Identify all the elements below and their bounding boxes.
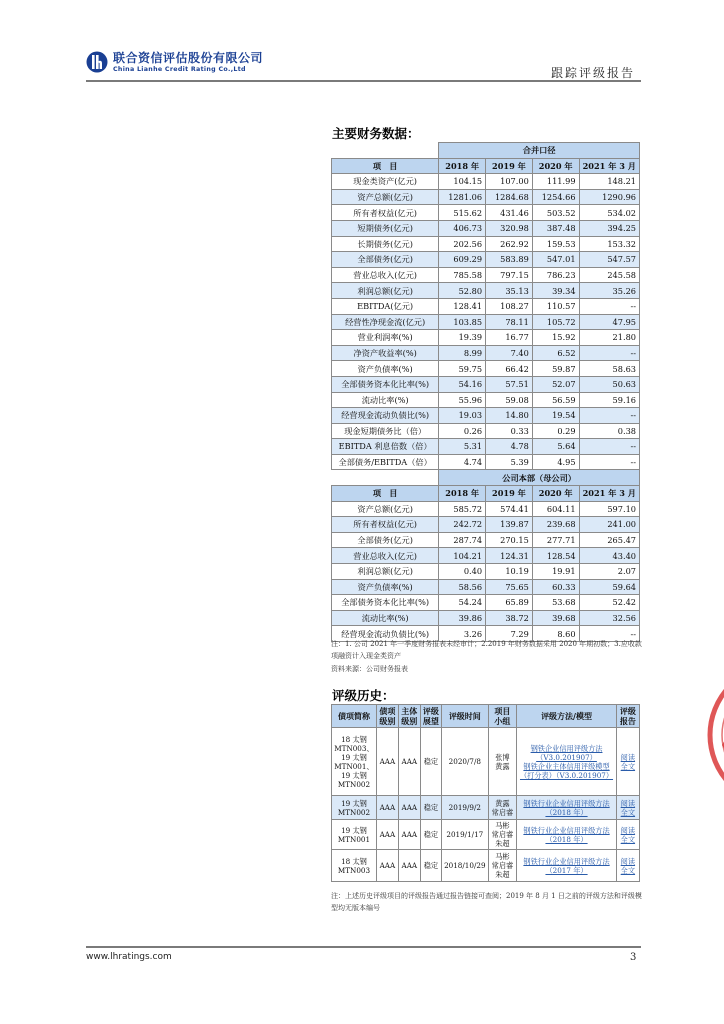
- cell-value: 5.64: [532, 439, 579, 455]
- read-report-link[interactable]: 阅读全文: [616, 796, 639, 820]
- cell-value: 0.29: [532, 423, 579, 439]
- column-header: 评级展望: [420, 705, 441, 728]
- rating-method-cell: [517, 728, 616, 796]
- cell-value: 265.47: [579, 532, 639, 548]
- table-row: [332, 408, 640, 424]
- report-type: 跟踪评级报告: [550, 66, 635, 80]
- column-header: 2018 年: [439, 158, 486, 174]
- footer-divider: [86, 946, 641, 948]
- cell-value: 7.29: [486, 626, 533, 642]
- row-label: 全部债务资本化比率(%): [332, 376, 439, 392]
- cell-value: 19.91: [532, 564, 579, 580]
- debt-rating: AAA: [376, 728, 398, 796]
- cell-value: --: [579, 439, 639, 455]
- table-row: [332, 595, 640, 611]
- cell-value: 19.54: [532, 408, 579, 424]
- cell-value: 4.74: [439, 454, 486, 470]
- cell-value: --: [579, 345, 639, 361]
- cell-value: 128.41: [439, 298, 486, 314]
- cell-value: 16.77: [486, 330, 533, 346]
- cell-value: 19.39: [439, 330, 486, 346]
- cell-value: 241.00: [579, 517, 639, 533]
- cell-value: 53.68: [532, 595, 579, 611]
- cell-value: 59.64: [579, 579, 639, 595]
- rating-history-table: [331, 704, 640, 882]
- table-row: [332, 345, 640, 361]
- rating-history-title: 评级历史：: [332, 688, 395, 703]
- row-label: 营业总收入(亿元): [332, 548, 439, 564]
- table-row: [332, 579, 640, 595]
- cell-value: 59.16: [579, 392, 639, 408]
- cell-value: 245.58: [579, 267, 639, 283]
- column-header: 2021 年 3 月: [579, 486, 639, 502]
- table-row: [332, 501, 640, 517]
- cell-value: 58.63: [579, 361, 639, 377]
- row-label: 资产总额(亿元): [332, 189, 439, 205]
- cell-value: 1281.06: [439, 189, 486, 205]
- cell-value: 55.96: [439, 392, 486, 408]
- column-header: 2020 年: [532, 158, 579, 174]
- cell-value: 108.27: [486, 298, 533, 314]
- cell-value: 242.72: [439, 517, 486, 533]
- rating-row: [332, 796, 640, 820]
- cell-value: 6.52: [532, 345, 579, 361]
- cell-value: 604.11: [532, 501, 579, 517]
- company-logo-icon: [86, 51, 108, 73]
- cell-value: 59.75: [439, 361, 486, 377]
- company-name-cn: 联合资信评估股份有限公司: [113, 51, 264, 65]
- financial-note: 注：1. 公司 2021 年一季度财务报表未经审计；2.2019 年财务数据采用 2020 年期初数；3.应收款项融资计入现金类资产: [331, 640, 642, 660]
- row-label: 所有者权益(亿元): [332, 517, 439, 533]
- cell-value: 4.78: [486, 439, 533, 455]
- rating-row: [332, 820, 640, 850]
- column-header: 评级报告: [616, 705, 639, 728]
- rating-outlook: 稳定: [420, 820, 441, 850]
- cell-value: 104.21: [439, 548, 486, 564]
- table-row: [332, 252, 640, 268]
- cell-value: 0.33: [486, 423, 533, 439]
- column-header: 项目小组: [488, 705, 517, 728]
- cell-value: 1290.96: [579, 189, 639, 205]
- cell-value: 1254.66: [532, 189, 579, 205]
- cell-value: 277.71: [532, 532, 579, 548]
- debt-rating: AAA: [376, 796, 398, 820]
- cell-value: 59.08: [486, 392, 533, 408]
- cell-value: 104.15: [439, 174, 486, 190]
- cell-value: 239.68: [532, 517, 579, 533]
- cell-value: 262.92: [486, 236, 533, 252]
- entity-rating: AAA: [398, 850, 420, 882]
- entity-rating: AAA: [398, 820, 420, 850]
- table-row: [332, 236, 640, 252]
- cell-value: 270.15: [486, 532, 533, 548]
- cell-value: 50.63: [579, 376, 639, 392]
- column-header: 主体级别: [398, 705, 420, 728]
- rating-row: [332, 728, 640, 796]
- cell-value: 39.68: [532, 610, 579, 626]
- entity-rating: AAA: [398, 796, 420, 820]
- cell-value: 5.31: [439, 439, 486, 455]
- cell-value: 583.89: [486, 252, 533, 268]
- column-header: 2019 年: [486, 158, 533, 174]
- cell-value: 110.57: [532, 298, 579, 314]
- row-label: 全部债务(亿元): [332, 532, 439, 548]
- cell-value: 52.42: [579, 595, 639, 611]
- cell-value: 7.40: [486, 345, 533, 361]
- table-row: [332, 314, 640, 330]
- read-report-link[interactable]: 阅读全文: [616, 850, 639, 882]
- cell-value: 406.73: [439, 220, 486, 236]
- table-group-header: [332, 143, 640, 159]
- cell-value: 47.95: [579, 314, 639, 330]
- project-team: 张博 黄露: [488, 728, 517, 796]
- cell-value: 78.11: [486, 314, 533, 330]
- row-label: 现金类资产(亿元): [332, 174, 439, 190]
- table-row: [332, 298, 640, 314]
- debt-name: 19 太钢 MTN002: [332, 796, 377, 820]
- column-header: 2021 年 3 月: [579, 158, 639, 174]
- row-label: 经营性净现金流(亿元): [332, 314, 439, 330]
- cell-value: 148.21: [579, 174, 639, 190]
- table-row: [332, 610, 640, 626]
- cell-value: 0.40: [439, 564, 486, 580]
- cell-value: 1284.68: [486, 189, 533, 205]
- column-header: 2018 年: [439, 486, 486, 502]
- row-label: 全部债务(亿元): [332, 252, 439, 268]
- rating-date: 2018/10/29: [442, 850, 488, 882]
- row-label: 利润总额(亿元): [332, 283, 439, 299]
- table-group-header: [332, 470, 640, 486]
- row-label: EBITDA 利息倍数（倍）: [332, 439, 439, 455]
- entity-rating: AAA: [398, 728, 420, 796]
- row-label: 全部债务/EBITDA（倍）: [332, 454, 439, 470]
- row-label: 营业总收入(亿元): [332, 267, 439, 283]
- rating-method-link[interactable]: 钢铁行业企业信用评级方法（2018 年）: [523, 798, 610, 817]
- cell-value: 394.25: [579, 220, 639, 236]
- cell-value: 786.23: [532, 267, 579, 283]
- group-spacer: [332, 470, 439, 486]
- cell-value: 14.80: [486, 408, 533, 424]
- rating-row: [332, 850, 640, 882]
- cell-value: 54.24: [439, 595, 486, 611]
- cell-value: 202.56: [439, 236, 486, 252]
- cell-value: 515.62: [439, 205, 486, 221]
- row-label: 现金短期债务比（倍）: [332, 423, 439, 439]
- rating-method-link[interactable]: 钢铁行业企业信用评级方法（2018 年）: [523, 825, 610, 844]
- rating-table-headers: [332, 705, 640, 728]
- read-report-link[interactable]: 阅读全文: [616, 820, 639, 850]
- rating-method-cell: [517, 796, 616, 820]
- cell-value: 35.13: [486, 283, 533, 299]
- data-source: 资料来源：公司财务报表: [331, 665, 408, 673]
- debt-name: 18 太钢 MTN003: [332, 850, 377, 882]
- row-label: 短期债务(亿元): [332, 220, 439, 236]
- cell-value: 534.02: [579, 205, 639, 221]
- cell-value: 32.56: [579, 610, 639, 626]
- cell-value: 503.52: [532, 205, 579, 221]
- cell-value: 2.07: [579, 564, 639, 580]
- cell-value: --: [579, 626, 639, 642]
- project-team: 马彬 常启睿 朱超: [488, 820, 517, 850]
- rating-date: 2020/7/8: [442, 728, 488, 796]
- cell-value: 5.39: [486, 454, 533, 470]
- rating-outlook: 稳定: [420, 728, 441, 796]
- table-row: [332, 283, 640, 299]
- row-label: 流动比率(%): [332, 392, 439, 408]
- project-team: 马彬 常启睿 朱超: [488, 850, 517, 882]
- cell-value: 128.54: [532, 548, 579, 564]
- cell-value: 547.57: [579, 252, 639, 268]
- cell-value: 58.56: [439, 579, 486, 595]
- row-label: 长期债务(亿元): [332, 236, 439, 252]
- table-row: [332, 174, 640, 190]
- cell-value: 797.15: [486, 267, 533, 283]
- rating-outlook: 稳定: [420, 850, 441, 882]
- cell-value: 111.99: [532, 174, 579, 190]
- financial-section-title: 主要财务数据：: [332, 126, 420, 141]
- cell-value: 52.80: [439, 283, 486, 299]
- cell-value: --: [579, 408, 639, 424]
- column-header: 评级方法/模型: [517, 705, 616, 728]
- column-header: 评级时间: [442, 705, 488, 728]
- row-label: 经营现金流动负债比(%): [332, 626, 439, 642]
- table-row: [332, 189, 640, 205]
- cell-value: 8.99: [439, 345, 486, 361]
- seal-stamp-icon: [700, 655, 724, 815]
- cell-value: 59.87: [532, 361, 579, 377]
- table-row: [332, 517, 640, 533]
- cell-value: 585.72: [439, 501, 486, 517]
- table-row: [332, 454, 640, 470]
- rating-method-link[interactable]: 钢铁企业信用评级方法（V3.0.201907）: [530, 743, 603, 762]
- table-row: [332, 532, 640, 548]
- table-row: [332, 330, 640, 346]
- group-spacer: [332, 143, 439, 159]
- column-header: 项 目: [332, 158, 439, 174]
- row-label: 资产总额(亿元): [332, 501, 439, 517]
- table-row: [332, 220, 640, 236]
- financial-table: [331, 142, 640, 642]
- row-label: 营业利润率(%): [332, 330, 439, 346]
- header-divider: [86, 80, 641, 82]
- read-report-link[interactable]: 阅读全文: [616, 728, 639, 796]
- page-number: 3: [630, 952, 637, 963]
- footer-website: www.lhratings.com: [86, 952, 172, 962]
- cell-value: 431.46: [486, 205, 533, 221]
- rating-date: 2019/1/17: [442, 820, 488, 850]
- cell-value: 19.03: [439, 408, 486, 424]
- row-label: 资产负债率(%): [332, 579, 439, 595]
- table-row: [332, 564, 640, 580]
- cell-value: 124.31: [486, 548, 533, 564]
- cell-value: 107.00: [486, 174, 533, 190]
- cell-value: --: [579, 454, 639, 470]
- row-label: 经营现金流动负债比(%): [332, 408, 439, 424]
- project-team: 黄露 常启睿: [488, 796, 517, 820]
- cell-value: 65.89: [486, 595, 533, 611]
- cell-value: 609.29: [439, 252, 486, 268]
- row-label: 流动比率(%): [332, 610, 439, 626]
- table-row: [332, 439, 640, 455]
- table-column-headers: [332, 158, 640, 174]
- cell-value: 597.10: [579, 501, 639, 517]
- column-header: 债项级别: [376, 705, 398, 728]
- column-header: 项 目: [332, 486, 439, 502]
- cell-value: 3.26: [439, 626, 486, 642]
- debt-name: 18 太钢 MTN003、19 太钢 MTN001、19 太钢 MTN002: [332, 728, 377, 796]
- cell-value: 10.19: [486, 564, 533, 580]
- rating-outlook: 稳定: [420, 796, 441, 820]
- group-label: 公司本部（母公司）: [439, 470, 640, 486]
- cell-value: 0.26: [439, 423, 486, 439]
- table-row: [332, 267, 640, 283]
- column-header: 债项简称: [332, 705, 377, 728]
- debt-rating: AAA: [376, 820, 398, 850]
- page-header: [0, 0, 724, 80]
- row-label: 利润总额(亿元): [332, 564, 439, 580]
- cell-value: 785.58: [439, 267, 486, 283]
- cell-value: 153.32: [579, 236, 639, 252]
- table-row: [332, 361, 640, 377]
- debt-name: 19 太钢 MTN001: [332, 820, 377, 850]
- cell-value: 56.59: [532, 392, 579, 408]
- cell-value: 35.26: [579, 283, 639, 299]
- cell-value: 75.65: [486, 579, 533, 595]
- rating-method-link[interactable]: 钢铁行业企业信用评级方法（2017 年）: [523, 856, 610, 875]
- cell-value: --: [579, 298, 639, 314]
- row-label: 资产负债率(%): [332, 361, 439, 377]
- cell-value: 21.80: [579, 330, 639, 346]
- row-label: 全部债务资本化比率(%): [332, 595, 439, 611]
- rating-history-note: 注：上述历史评级项目的评级报告通过报告链接可查阅；2019 年 8 月 1 日之前的评级方法和评级模型均无版本编号: [331, 892, 642, 912]
- cell-value: 39.34: [532, 283, 579, 299]
- column-header: 2019 年: [486, 486, 533, 502]
- cell-value: 4.95: [532, 454, 579, 470]
- cell-value: 57.51: [486, 376, 533, 392]
- table-row: [332, 423, 640, 439]
- cell-value: 105.72: [532, 314, 579, 330]
- cell-value: 547.01: [532, 252, 579, 268]
- cell-value: 15.92: [532, 330, 579, 346]
- cell-value: 387.48: [532, 220, 579, 236]
- table-column-headers: [332, 486, 640, 502]
- cell-value: 287.74: [439, 532, 486, 548]
- row-label: 所有者权益(亿元): [332, 205, 439, 221]
- table-row: [332, 392, 640, 408]
- rating-method-cell: [517, 850, 616, 882]
- cell-value: 38.72: [486, 610, 533, 626]
- rating-method-cell: [517, 820, 616, 850]
- cell-value: 0.38: [579, 423, 639, 439]
- debt-rating: AAA: [376, 850, 398, 882]
- table-row: [332, 548, 640, 564]
- cell-value: 320.98: [486, 220, 533, 236]
- cell-value: 103.85: [439, 314, 486, 330]
- row-label: EBITDA(亿元): [332, 298, 439, 314]
- rating-method-link[interactable]: 钢铁企业主体信用评级模型（打分表）（V3.0.201907）: [519, 761, 614, 780]
- cell-value: 60.33: [532, 579, 579, 595]
- cell-value: 8.60: [532, 626, 579, 642]
- cell-value: 54.16: [439, 376, 486, 392]
- row-label: 净资产收益率(%): [332, 345, 439, 361]
- rating-date: 2019/9/2: [442, 796, 488, 820]
- cell-value: 39.86: [439, 610, 486, 626]
- group-label: 合并口径: [439, 143, 640, 159]
- cell-value: 66.42: [486, 361, 533, 377]
- cell-value: 574.41: [486, 501, 533, 517]
- table-row: [332, 205, 640, 221]
- cell-value: 139.87: [486, 517, 533, 533]
- company-name-en: China Lianhe Credit Rating Co.,Ltd: [113, 66, 246, 73]
- cell-value: 43.40: [579, 548, 639, 564]
- cell-value: 52.07: [532, 376, 579, 392]
- table-row: [332, 376, 640, 392]
- cell-value: 159.53: [532, 236, 579, 252]
- column-header: 2020 年: [532, 486, 579, 502]
